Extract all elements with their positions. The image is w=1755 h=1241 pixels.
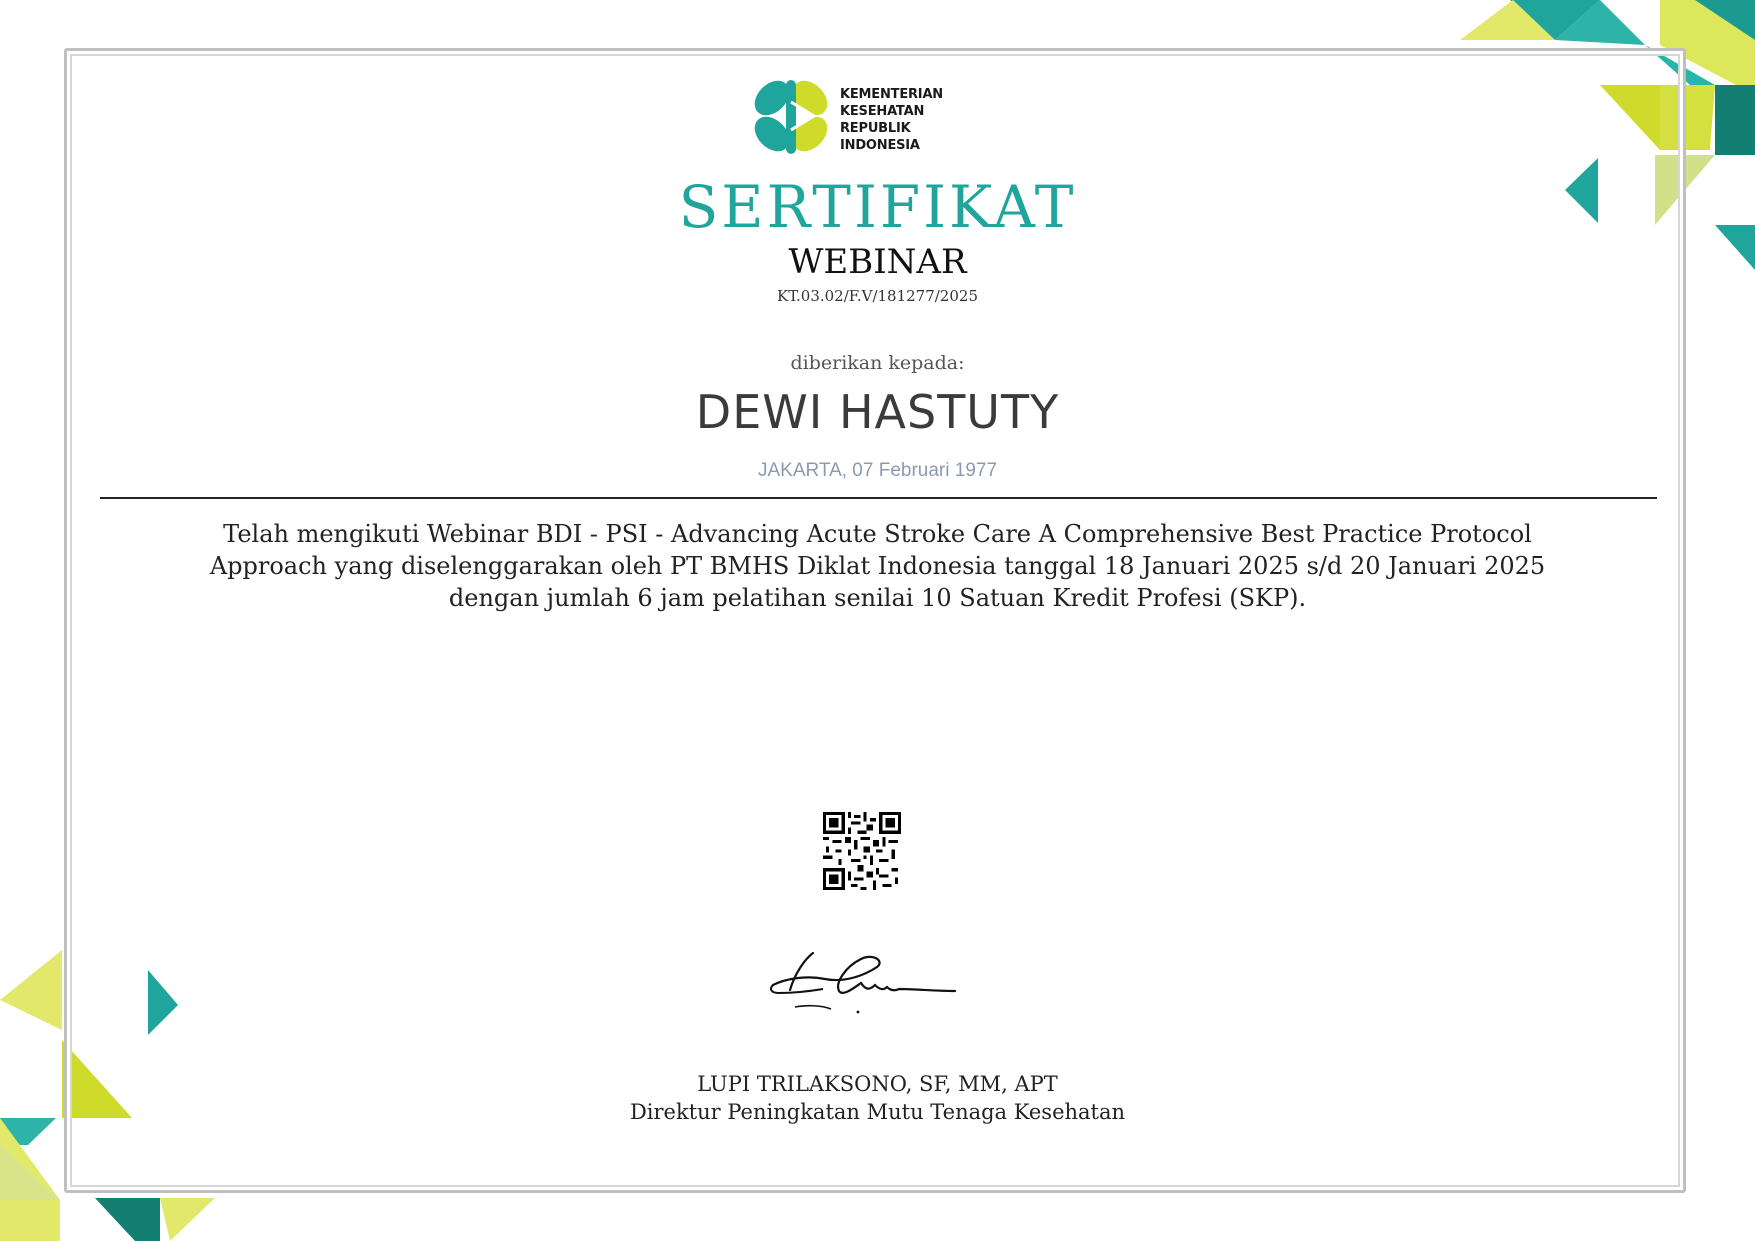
description-line: Approach yang diselenggarakan oleh PT BMHS Diklat Indonesia tanggal 18 Januari 2025 s/d 20 Januari 2025 (209, 552, 1546, 580)
signatory-position: Direktur Peningkatan Mutu Tenaga Kesehatan (629, 1100, 1126, 1124)
signatory-name: LUPI TRILAKSONO, SF, MM, APT (697, 1072, 1058, 1096)
qr-code-icon[interactable] (823, 812, 901, 890)
certificate-number: KT.03.02/F.V/181277/2025 (777, 287, 978, 305)
certificate-title: SERTIFIKAT (678, 173, 1077, 241)
ministry-name-line: REPUBLIK (840, 121, 911, 136)
ministry-name-line: KESEHATAN (840, 104, 925, 119)
signatory-block (0, 1070, 1755, 1126)
signature-image (765, 945, 960, 1020)
ministry-name-line: KEMENTERIAN (840, 87, 943, 102)
certificate-subtitle: WEBINAR (788, 242, 967, 282)
ministry-name (840, 86, 943, 154)
recipient-birth-info: JAKARTA, 07 Februari 1977 (757, 460, 998, 481)
ministry-name-line: INDONESIA (840, 138, 920, 153)
divider-line (100, 497, 1657, 499)
description-line: Telah mengikuti Webinar BDI - PSI - Advancing Acute Stroke Care A Comprehensive Best Practice Protocol (223, 520, 1532, 548)
certificate-description (150, 518, 1605, 614)
given-to-label: diberikan kepada: (790, 352, 965, 374)
recipient-name: DEWI HASTUTY (695, 385, 1060, 439)
description-line: dengan jumlah 6 jam pelatihan senilai 10 Satuan Kredit Profesi (SKP). (448, 584, 1307, 612)
